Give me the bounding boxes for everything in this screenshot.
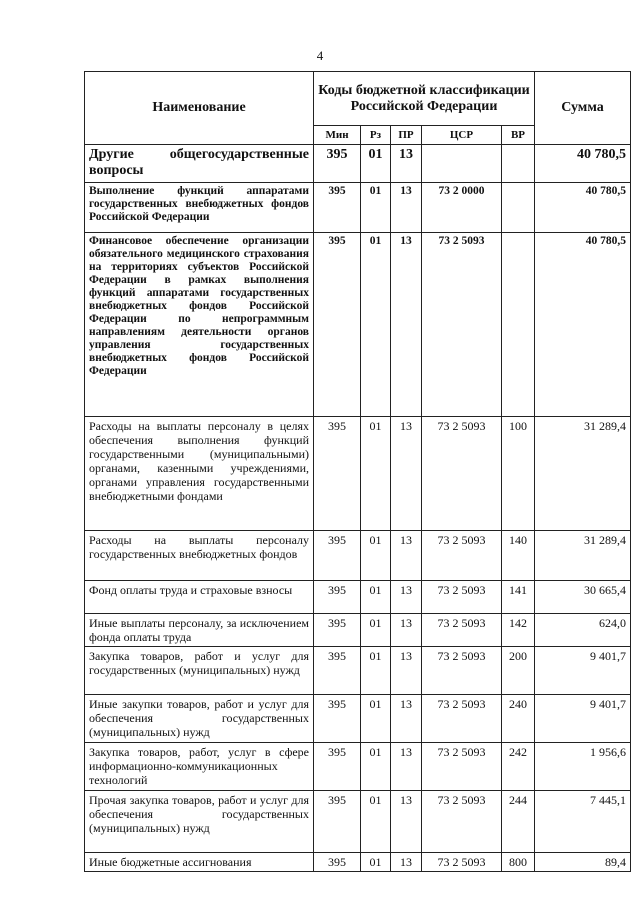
header-min: Мин: [314, 126, 361, 145]
row-csr: 73 2 5093: [422, 531, 502, 581]
header-codes: Коды бюджетной классификации Российской Федерации: [314, 72, 535, 126]
row-vr: 100: [502, 417, 535, 531]
row-vr: 140: [502, 531, 535, 581]
row-rz: 01: [361, 417, 391, 531]
table-row: [85, 695, 631, 743]
row-min: 395: [314, 743, 361, 791]
row-min: 395: [314, 853, 361, 872]
row-name: Финансовое обеспечение организации обязательного медицинского страхования на территориях субъектов Российской Федерации в рамках выполнения функций аппаратами государственных внебюджетных фондов Российской Федерации по непрограммным направлениям деятельности органов управления государственных внебюджетных фондов Российской Федерации: [85, 233, 314, 417]
row-pr: 13: [391, 743, 422, 791]
row-min: 395: [314, 614, 361, 647]
row-csr: 73 2 5093: [422, 417, 502, 531]
row-vr: 800: [502, 853, 535, 872]
row-sum: 31 289,4: [535, 417, 631, 531]
table-row: [85, 743, 631, 791]
row-min: 395: [314, 531, 361, 581]
row-sum: 7 445,1: [535, 791, 631, 853]
page-number: 4: [316, 48, 324, 63]
table-row: [85, 614, 631, 647]
row-name: Расходы на выплаты персоналу в целях обеспечения выполнения функций государственными (муниципальными) органами, казенными учреждениями, органами управления государственными внебюджетными фондами: [85, 417, 314, 531]
row-sum: 1 956,6: [535, 743, 631, 791]
row-rz: 01: [361, 581, 391, 614]
row-name: Другие общегосударственные вопросы: [85, 145, 314, 183]
table-row: [85, 233, 631, 417]
row-rz: 01: [361, 853, 391, 872]
row-vr: [502, 183, 535, 233]
row-sum: 40 780,5: [535, 183, 631, 233]
row-name: Выполнение функций аппаратами государственных внебюджетных фондов Российской Федерации: [85, 183, 314, 233]
row-csr: 73 2 5093: [422, 233, 502, 417]
row-rz: 01: [361, 145, 391, 183]
budget-table: [84, 71, 631, 872]
row-csr: 73 2 5093: [422, 647, 502, 695]
row-rz: 01: [361, 531, 391, 581]
row-name: Фонд оплаты труда и страховые взносы: [85, 581, 314, 614]
row-csr: 73 2 5093: [422, 743, 502, 791]
row-vr: 242: [502, 743, 535, 791]
row-vr: 142: [502, 614, 535, 647]
row-pr: 13: [391, 145, 422, 183]
row-name: Закупка товаров, работ и услуг для государственных (муниципальных) нужд: [85, 647, 314, 695]
row-vr: 200: [502, 647, 535, 695]
row-csr: 73 2 5093: [422, 581, 502, 614]
row-vr: 240: [502, 695, 535, 743]
row-min: 395: [314, 695, 361, 743]
row-min: 395: [314, 647, 361, 695]
header-name: Наименование: [85, 72, 314, 145]
row-min: 395: [314, 791, 361, 853]
row-sum: 9 401,7: [535, 647, 631, 695]
header-pr: ПР: [391, 126, 422, 145]
table-row: [85, 417, 631, 531]
row-csr: 73 2 5093: [422, 695, 502, 743]
row-csr: [422, 145, 502, 183]
row-name: Расходы на выплаты персоналу государственных внебюджетных фондов: [85, 531, 314, 581]
table-row: [85, 531, 631, 581]
row-pr: 13: [391, 853, 422, 872]
row-vr: [502, 233, 535, 417]
row-sum: 89,4: [535, 853, 631, 872]
row-csr: 73 2 0000: [422, 183, 502, 233]
row-pr: 13: [391, 417, 422, 531]
header-rz: Рз: [361, 126, 391, 145]
table-row: [85, 647, 631, 695]
row-csr: 73 2 5093: [422, 614, 502, 647]
row-pr: 13: [391, 791, 422, 853]
row-sum: 30 665,4: [535, 581, 631, 614]
row-pr: 13: [391, 581, 422, 614]
row-vr: 244: [502, 791, 535, 853]
row-csr: 73 2 5093: [422, 853, 502, 872]
row-vr: 141: [502, 581, 535, 614]
row-pr: 13: [391, 647, 422, 695]
row-sum: 31 289,4: [535, 531, 631, 581]
row-sum: 624,0: [535, 614, 631, 647]
row-rz: 01: [361, 233, 391, 417]
row-sum: 40 780,5: [535, 233, 631, 417]
row-rz: 01: [361, 695, 391, 743]
table-row: [85, 581, 631, 614]
table-row: [85, 183, 631, 233]
row-min: 395: [314, 145, 361, 183]
row-pr: 13: [391, 183, 422, 233]
row-rz: 01: [361, 614, 391, 647]
header-csr: ЦСР: [422, 126, 502, 145]
row-pr: 13: [391, 695, 422, 743]
row-rz: 01: [361, 791, 391, 853]
header-vr: ВР: [502, 126, 535, 145]
row-vr: [502, 145, 535, 183]
row-pr: 13: [391, 614, 422, 647]
row-csr: 73 2 5093: [422, 791, 502, 853]
row-min: 395: [314, 183, 361, 233]
row-name: Закупка товаров, работ, услуг в сфере информационно-коммуникационных технологий: [85, 743, 314, 791]
row-name: Иные бюджетные ассигнования: [85, 853, 314, 872]
row-name: Прочая закупка товаров, работ и услуг для обеспечения государственных (муниципальных) нужд: [85, 791, 314, 853]
row-min: 395: [314, 417, 361, 531]
table-row: [85, 145, 631, 183]
row-rz: 01: [361, 743, 391, 791]
row-min: 395: [314, 581, 361, 614]
row-sum: 9 401,7: [535, 695, 631, 743]
row-pr: 13: [391, 233, 422, 417]
row-pr: 13: [391, 531, 422, 581]
row-rz: 01: [361, 647, 391, 695]
table-row: [85, 791, 631, 853]
row-sum: 40 780,5: [535, 145, 631, 183]
header-sum: Сумма: [535, 72, 631, 145]
table-row: [85, 853, 631, 872]
row-rz: 01: [361, 183, 391, 233]
row-min: 395: [314, 233, 361, 417]
row-name: Иные выплаты персоналу, за исключением фонда оплаты труда: [85, 614, 314, 647]
row-name: Иные закупки товаров, работ и услуг для обеспечения государственных (муниципальных) нужд: [85, 695, 314, 743]
